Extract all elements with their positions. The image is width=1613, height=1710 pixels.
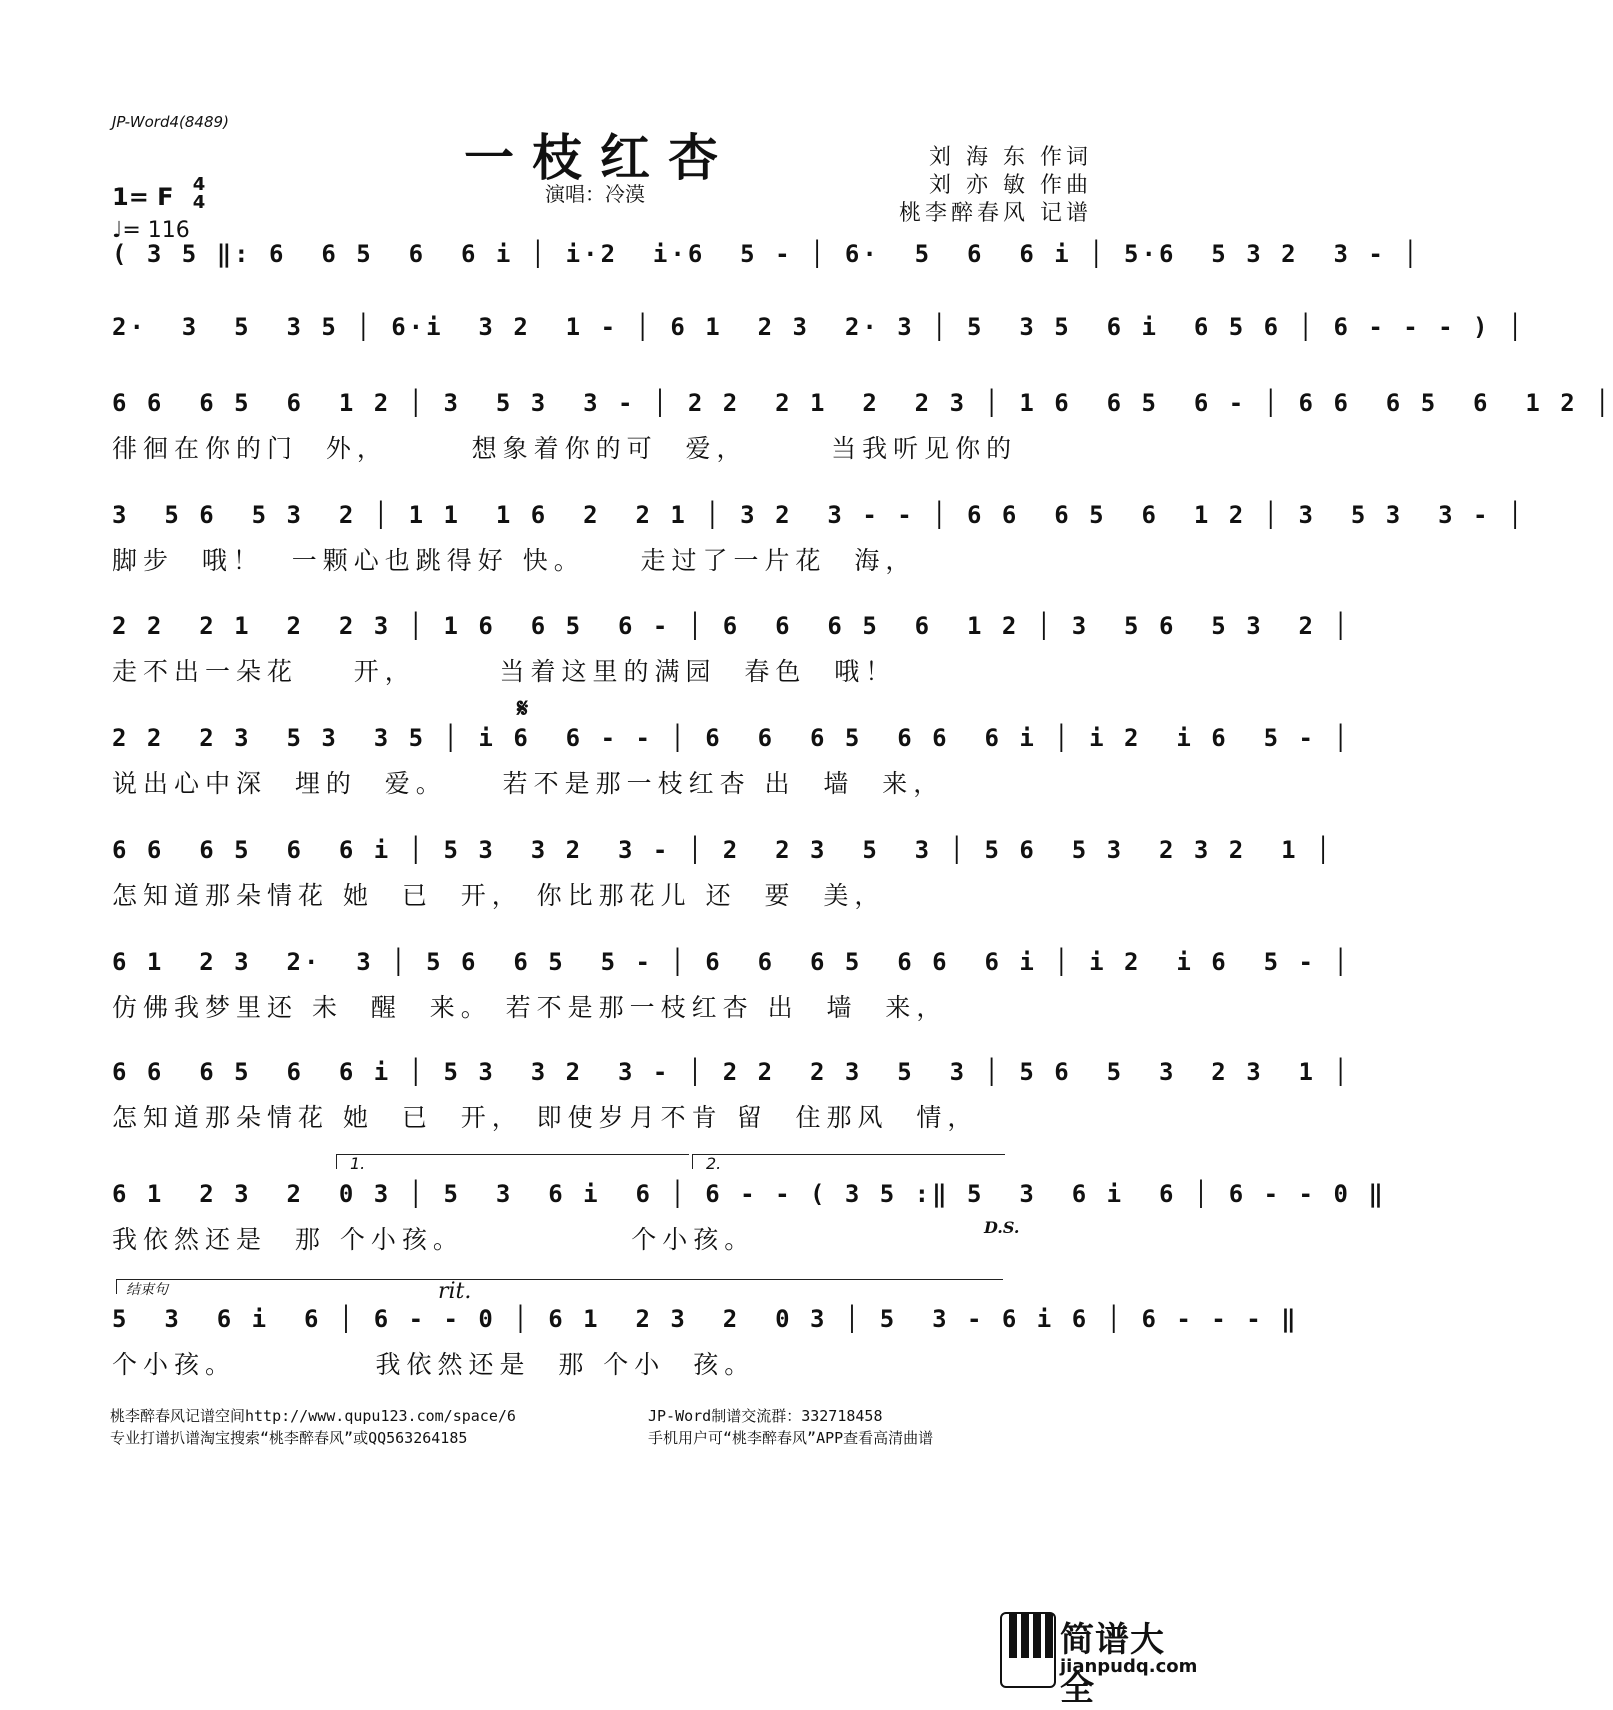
time-signature-top: 4 — [192, 174, 206, 195]
logo-name: 简谱大全 — [1060, 1620, 1165, 1709]
dal-segno-mark: D.S. — [984, 1218, 1020, 1237]
tempo-marking: ♩= 116 — [112, 218, 190, 243]
footer-app-note: 手机用户可“桃李醉春风”APP查看高清曲谱 — [648, 1429, 934, 1447]
time-signature-bottom: 4 — [192, 192, 206, 213]
notation-line: 5 3 6 i 6 │ 6 - - 0 │ 6 1 2 3 2 0 3 │ 5 3 - 6 i 6 │ 6 - - - ‖ — [112, 1305, 1299, 1333]
lyricist-credit: 刘 海 东 作词 — [929, 145, 1092, 170]
lyric-line: 徘徊在你的门 外， 想象着你的可 爱， 当我听见你的 — [112, 434, 1018, 463]
song-title: 一枝红杏 — [464, 128, 736, 187]
lyric-line: 说出心中深 埋的 爱。 若不是那一枝红杏 出 墙 来， — [112, 769, 945, 798]
composer-credit: 刘 亦 敏 作曲 — [929, 173, 1092, 198]
key-signature: 1= F — [112, 183, 174, 211]
lyric-line: 个小孩。 我依然还是 那 个小 孩。 — [112, 1350, 756, 1379]
lyric-line: 怎知道那朵情花 她 已 开， 你比那花儿 还 要 美， — [112, 881, 886, 910]
notation-line: 2 2 2 1 2 2 3 │ 1 6 6 5 6 - │ 6 6 6 5 6 1 2 │ 3 5 6 5 3 2 │ — [112, 612, 1351, 640]
volta-bracket-2 — [692, 1154, 1005, 1169]
notation-line: 2· 3 5 3 5 │ 6·i 3 2 1 - │ 6 1 2 3 2· 3 │ 5 3 5 6 i 6 5 6 │ 6 - - - ) │ — [112, 313, 1526, 341]
lyric-line: 脚步 哦！ 一颗心也跳得好 快。 走过了一片花 海， — [112, 546, 917, 575]
notation-line: 3 5 6 5 3 2 │ 1 1 1 6 2 2 1 │ 3 2 3 - - │ 6 6 6 5 6 1 2 │ 3 5 3 3 - │ — [112, 501, 1526, 529]
site-logo — [1000, 1612, 1198, 1709]
piano-keys-icon — [1000, 1612, 1056, 1688]
volta-bracket-1 — [336, 1154, 689, 1169]
lyric-line: 仿佛我梦里还 未 醒 来。 若不是那一枝红杏 出 墙 来， — [112, 993, 948, 1022]
logo-url: jianpudq.com — [1060, 1656, 1198, 1677]
notation-line: 6 1 2 3 2 0 3 │ 5 3 6 i 6 │ 6 - - ( 3 5 :‖ 5 3 6 i 6 │ 6 - - 0 ‖ — [112, 1180, 1386, 1208]
singer-credit: 演唱：冷漠 — [545, 182, 645, 206]
notation-line: 6 1 2 3 2· 3 │ 5 6 6 5 5 - │ 6 6 6 5 6 6 6 i │ i 2 i 6 5 - │ — [112, 948, 1351, 976]
second-ending-label: 2. — [706, 1154, 722, 1173]
first-ending-label: 1. — [350, 1154, 366, 1173]
notation-line: 6 6 6 5 6 6 i │ 5 3 3 2 3 - │ 2 2 2 3 5 3 │ 5 6 5 3 2 3 1 │ — [112, 1058, 1351, 1086]
footer-taobao-note: 专业打谱扒谱淘宝搜索“桃李醉春风”或QQ563264185 — [110, 1429, 468, 1447]
footer-space-link: 桃李醉春风记谱空间http://www.qupu123.com/space/6 — [110, 1407, 516, 1425]
coda-label: 结束句 — [126, 1282, 168, 1298]
footer-group-number: JP-Word制谱交流群：332718458 — [648, 1407, 883, 1425]
transcriber-credit: 桃李醉春风 记谱 — [899, 201, 1092, 226]
software-tag: JP-Word4(8489) — [112, 113, 229, 131]
coda-bracket — [116, 1279, 1003, 1294]
lyric-line: 怎知道那朵情花 她 已 开， 即使岁月不肯 留 住那风 情， — [112, 1103, 979, 1132]
notation-line: 6 6 6 5 6 1 2 │ 3 5 3 3 - │ 2 2 2 1 2 2 3 │ 1 6 6 5 6 - │ 6 6 6 5 6 1 2 │ — [112, 389, 1613, 417]
notation-line: 2 2 2 3 5 3 3 5 │ i 6 6 - - │ 6 6 6 5 6 6 6 i │ i 2 i 6 5 - │ — [112, 724, 1351, 752]
segno-sign: 𝄋 — [517, 694, 529, 724]
time-signature — [188, 176, 210, 212]
lyric-line: 我依然还是 那 个小孩。 个小孩。 — [112, 1225, 756, 1254]
notation-line: ( 3 5 ‖: 6 6 5 6 6 i │ i·2 i·6 5 - │ 6· 5 6 6 i │ 5·6 5 3 2 3 - │ — [112, 240, 1421, 268]
ritardando-mark: rit. — [438, 1279, 472, 1304]
lyric-line: 走不出一朵花 开， 当着这里的满园 春色 哦！ — [112, 657, 897, 686]
notation-line: 6 6 6 5 6 6 i │ 5 3 3 2 3 - │ 2 2 3 5 3 │ 5 6 5 3 2 3 2 1 │ — [112, 836, 1334, 864]
